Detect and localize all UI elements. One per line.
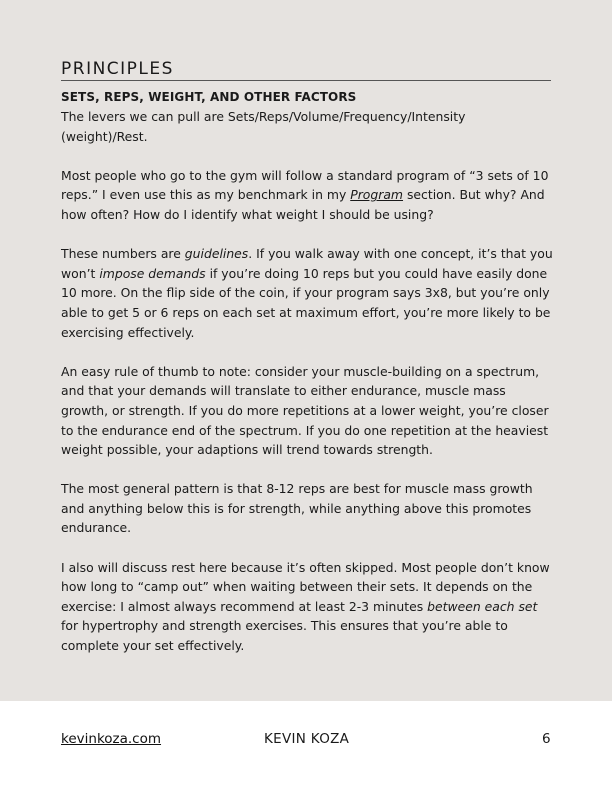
paragraph-3: An easy rule of thumb to note: consider your muscle-building on a spectrum, and that your demands will translate to either endurance, muscle mass growth, or strength. If you do more repetitions at a lower weight, you’re closer to the endurance end of the spectrum. If you do one repetition at the heaviest weight possible, your adaptions will trend towards strength. [61, 363, 549, 458]
p1-text-b: section. But why? And how often? How do I identify what weight I should be using? [61, 187, 545, 222]
paragraph-5 [61, 558, 553, 656]
website-link[interactable]: kevinkoza.com [61, 731, 162, 747]
intro-paragraph: The levers we can pull are Sets/Reps/Volume/Frequency/Intensity (weight)/Rest. [61, 109, 466, 144]
header-divider [61, 80, 551, 81]
p2-emphasis-impose-demands: impose demands [99, 265, 206, 281]
page-number: 6 [542, 731, 551, 747]
section-title: PRINCIPLES [61, 59, 174, 79]
paragraph-2 [61, 244, 553, 342]
p2-text-b: . If you walk away with one concept, it’s that you won’t [61, 246, 553, 281]
p2-text-c: if you’re doing 10 reps but you could have easily done 10 more. On the flip side of the coin, if your program says 3x8, but you’re only able to get 5 or 6 reps on each set at maximum effort, you’re more likely to be exercising effectively. [61, 265, 551, 340]
p5-emphasis: between each set [427, 598, 538, 614]
p5-text-a: I also will discuss rest here because it’s often skipped. Most people don’t know how long to “camp out” when waiting between their sets. It depends on the exercise: I almost always recommend at least 2-3 minutes [61, 559, 550, 614]
paragraph-4: The most general pattern is that 8-12 reps are best for muscle mass growth and anything below this is for strength, while anything above this promotes endurance. [61, 481, 533, 536]
page-header [61, 58, 551, 81]
author-name: KEVIN KOZA [264, 731, 350, 747]
subheading: SETS, REPS, WEIGHT, AND OTHER FACTORS [61, 90, 357, 104]
body-content [61, 88, 553, 675]
p2-emphasis-guidelines: guidelines [184, 246, 249, 262]
p2-text-a: These numbers are [61, 246, 185, 262]
p1-text-a: Most people who go to the gym will follow a standard program of “3 sets of 10 reps.” I even use this as my benchmark in my [61, 167, 549, 203]
paragraph-1 [61, 166, 553, 225]
p5-text-b: for hypertrophy and strength exercises. This ensures that you’re able to complete your set effectively. [61, 618, 508, 654]
page-footer [0, 701, 612, 791]
program-link[interactable]: Program [350, 187, 404, 203]
